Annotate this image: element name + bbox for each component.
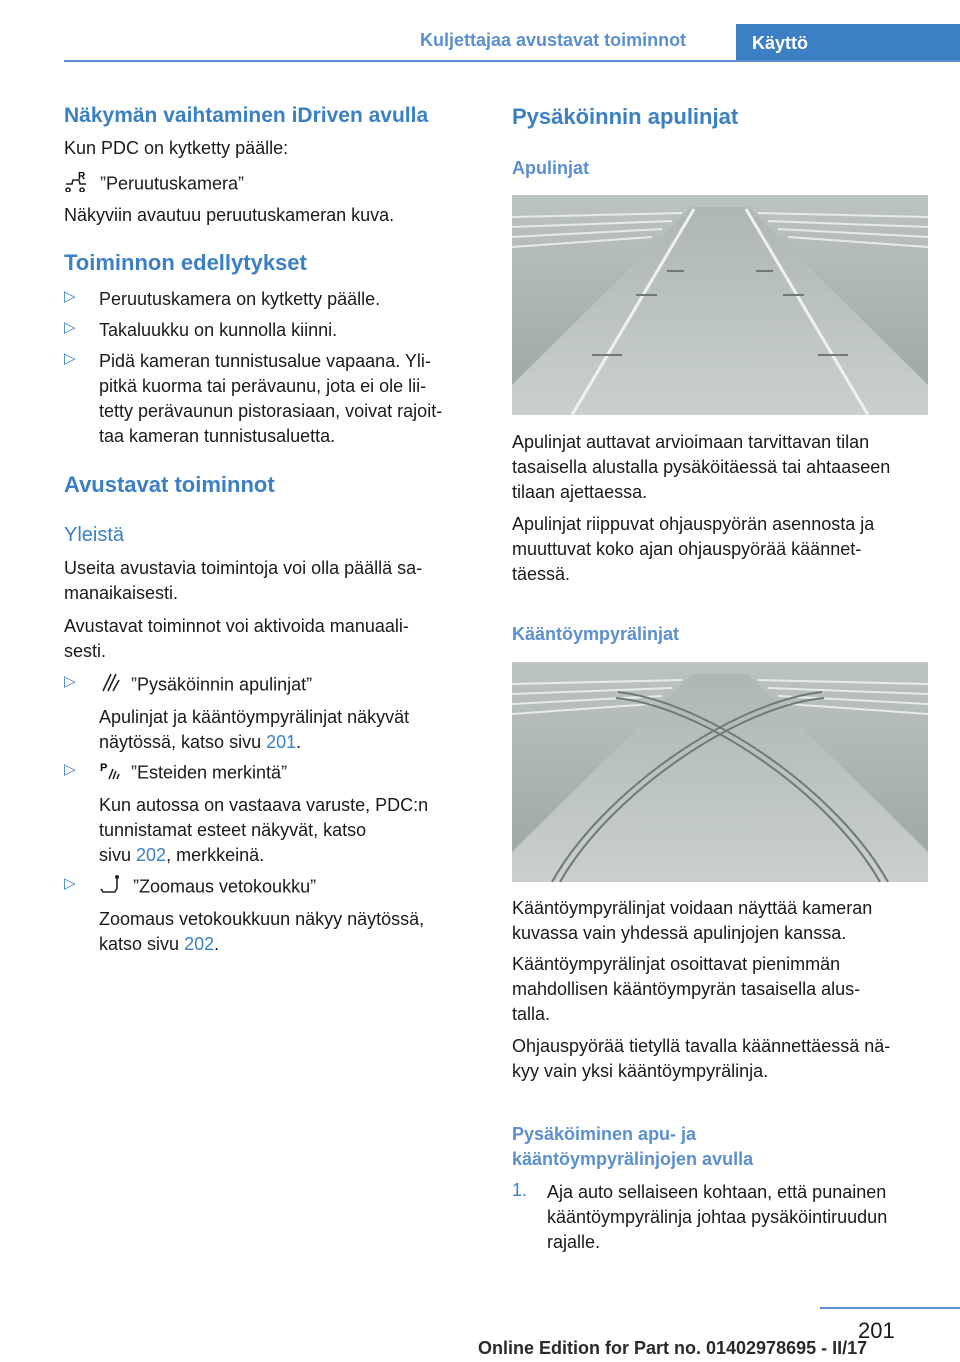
- turning-lines-text-3: Ohjauspyörää tietyllä tavalla käännettäessä nä- kyy vain yksi kääntöympyrälinja.: [512, 1036, 891, 1081]
- edition-info: Online Edition for Part no. 01402978695 - II/17: [478, 1338, 868, 1358]
- bullet-triangle-icon: ▷: [64, 350, 76, 367]
- header-section-title: Kuljettajaa avustavat toiminnot: [420, 30, 687, 50]
- bullet-triangle-icon: ▷: [64, 875, 76, 892]
- obstacle-marking-icon: [99, 760, 121, 787]
- bullet-triangle-icon: ▷: [64, 319, 76, 336]
- camera-image-text: Näkyviin avautuu peruutuskameran kuva.: [64, 205, 395, 225]
- page-link-202[interactable]: 202: [136, 845, 167, 865]
- heading-aux-lines: Apulinjat: [512, 158, 589, 178]
- general-text-2: Avustavat toiminnot voi aktivoida manuaali- sesti.: [64, 616, 409, 661]
- turning-lines-text-1: Kääntöympyrälinjat voidaan näyttää kameran kuvassa vain yhdessä apulinjojen kanssa.: [512, 898, 873, 943]
- rear-camera-icon: [64, 170, 90, 199]
- pdc-on-text: Kun PDC on kytketty päälle:: [64, 138, 289, 158]
- menu-camera-label: ”Peruutuskamera”: [100, 173, 245, 194]
- heading-requirements: Toiminnon edellytykset: [64, 250, 307, 275]
- turning-circle-lines-camera-image: [512, 662, 928, 882]
- bullet-triangle-icon: ▷: [64, 288, 76, 305]
- heading-parking-lines: Pysäköinnin apulinjat: [512, 104, 739, 129]
- header-rule: [64, 60, 960, 62]
- page-link-202[interactable]: 202: [184, 934, 215, 954]
- aux-lines-text-1: Apulinjat auttavat arvioimaan tarvittavan tilan tasaisella alustalla pysäköitäessä tai ahtaaseen tilaan ajettaessa.: [512, 432, 891, 502]
- general-text-1: Useita avustavia toimintoja voi olla päällä sa- manaikaisesti.: [64, 558, 423, 603]
- aux-lines-text-2: Apulinjat riippuvat ohjauspyörän asennosta ja muuttuvat koko ajan ohjauspyörää käännet- täessä.: [512, 514, 875, 584]
- parking-lines-icon: [99, 672, 121, 699]
- page-link-201[interactable]: 201: [266, 732, 297, 752]
- svg-text:R: R: [78, 171, 86, 182]
- bullet-triangle-icon: ▷: [64, 761, 76, 778]
- step-number: 1.: [512, 1180, 528, 1200]
- bullet-triangle-icon: ▷: [64, 673, 76, 690]
- page-number: 201: [858, 1318, 895, 1343]
- heading-parking-with-lines: Pysäköiminen apu- ja kääntöympyrälinjojen avulla: [512, 1124, 754, 1169]
- tow-hitch-zoom-icon: [99, 874, 123, 901]
- menu-camera-row: [64, 170, 244, 199]
- svg-text:P: P: [100, 762, 108, 774]
- heading-turning-lines: Kääntöympyrälinjat: [512, 624, 680, 644]
- heading-assist-functions: Avustavat toiminnot: [64, 472, 275, 497]
- heading-general: Yleistä: [64, 524, 125, 546]
- parking-lines-camera-image: [512, 195, 928, 415]
- heading-view-switch: Näkymän vaihtaminen iDriven avulla: [64, 104, 429, 127]
- turning-lines-text-2: Kääntöympyrälinjat osoittavat pienimmän mahdollisen kääntöympyrän tasaisella alus- talla.: [512, 954, 861, 1024]
- header-chapter-tab: Käyttö: [736, 24, 960, 62]
- footer-rule: [820, 1307, 960, 1309]
